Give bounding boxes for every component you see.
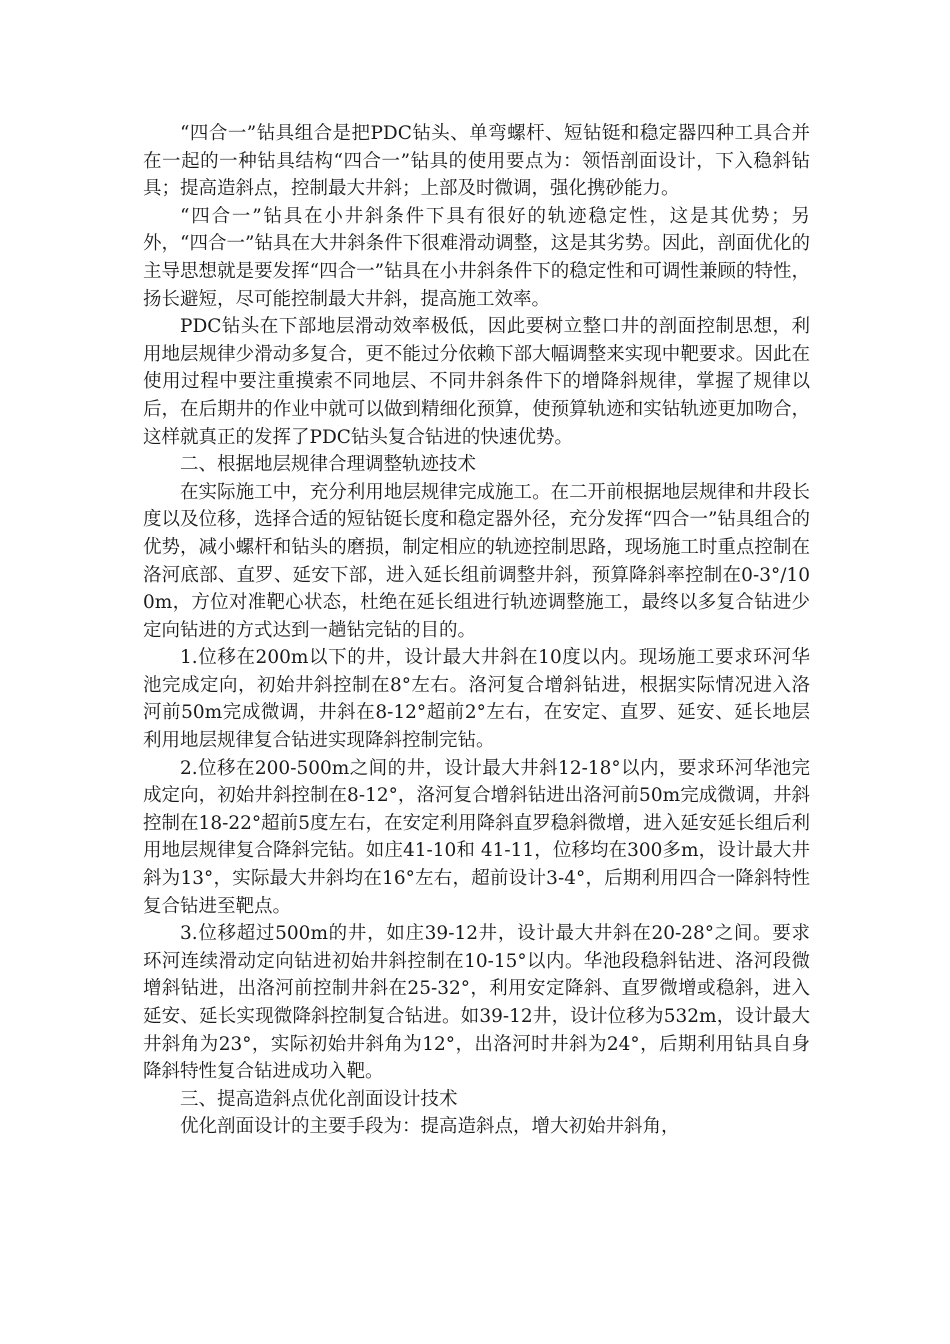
paragraph-pdc-bit-control: PDC钻头在下部地层滑动效率极低，因此要树立整口井的剖面控制思想，利用地层规律少滑动多复合，更不能过分依赖下部大幅调整来实现中靶要求。因此在使用过程中要注重摸索不同地层、不同井斜条件下的增降斜规律，掌握了规律以后，在后期井的作业中就可以做到精细化预算，使预算轨迹和实钻轨迹更加吻合，这样就真正的发挥了PDC钻头复合钻进的快速优势。 (143, 316, 810, 448)
section-heading-3: 三、提高造斜点优化剖面设计技术 (180, 1088, 458, 1110)
paragraph-formation-rules: 在实际施工中，充分利用地层规律完成施工。在二开前根据地层规律和井段长度以及位移，选择合适的短钻铤长度和稳定器外径，充分发挥“四合一”钻具组合的优势，减小螺杆和钻头的磨损，制定相应的轨迹控制思路，现场施工时重点控制在洛河底部、直罗、延安下部，进入延长组前调整井斜，预算降斜率控制在0-3°/100m，方位对准靶心状态，杜绝在延长组进行轨迹调整施工，最终以多复合钻进少定向钻进的方式达到一趟钻完钻的目的。 (143, 481, 810, 641)
paragraph-item-2: 2.位移在200-500m之间的井，设计最大井斜12-18°以内，要求环河华池完成定向，初始井斜控制在8-12°，洛河复合增斜钻进出洛河前50m完成微调，井斜控制在18-22°超前5度左右，在安定利用降斜直罗稳斜微增，进入延安延长组后利用地层规律复合降斜完钻。如庄41-10和 41-11，位移均在300多m，设计最大井斜为13°，实际最大井斜均在16°左右，超前设计3-4°，后期利用四合一降斜特性复合钻进至靶点。 (143, 757, 810, 917)
paragraph-item-1: 1.位移在200m以下的井，设计最大井斜在10度以内。现场施工要求环河华池完成定向，初始井斜控制在8°左右。洛河复合增斜钻进，根据实际情况进入洛河前50m完成微调，井斜在8-12°超前2°左右，在安定、直罗、延安、延长地层利用地层规律复合钻进实现降斜控制完钻。 (143, 647, 810, 752)
paragraph-item-3: 3.位移超过500m的井，如庄39-12井，设计最大井斜在20-28°之间。要求环河连续滑动定向钻进初始井斜控制在10-15°以内。华池段稳斜钻进、洛河段微增斜钻进，出洛河前控制井斜在25-32°，利用安定降斜、直罗微增或稳斜，进入延安、延长实现微降斜控制复合钻进。如39-12井，设计位移为532m，设计最大井斜角为23°，实际初始井斜角为12°，出洛河时井斜为24°，后期利用钻具自身降斜特性复合钻进成功入靶。 (143, 923, 810, 1083)
document-body (143, 120, 810, 1141)
paragraph-four-in-one-advantages: “四合一”钻具在小井斜条件下具有很好的轨迹稳定性，这是其优势；另外，“四合一”钻具在大井斜条件下很难滑动调整，这是其劣势。因此，剖面优化的主导思想就是要发挥“四合一”钻具在小井斜条件下的稳定性和可调性兼顾的特性，扬长避短，尽可能控制最大井斜，提高施工效率。 (143, 205, 810, 310)
paragraph-four-in-one-definition: “四合一”钻具组合是把PDC钻头、单弯螺杆、短钻铤和稳定器四种工具合并在一起的一种钻具结构“四合一”钻具的使用要点为：领悟剖面设计，下入稳斜钻具；提高造斜点，控制最大井斜；上部及时微调，强化携砂能力。 (143, 123, 810, 200)
section-heading-2: 二、根据地层规律合理调整轨迹技术 (180, 454, 477, 476)
paragraph-profile-optimization: 优化剖面设计的主要手段为：提高造斜点，增大初始井斜角， (180, 1116, 680, 1138)
